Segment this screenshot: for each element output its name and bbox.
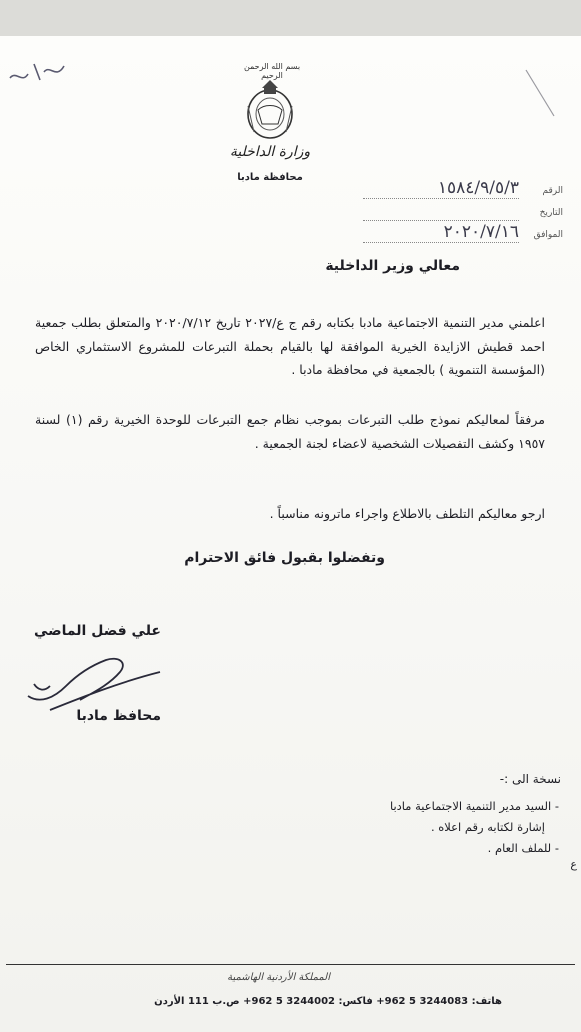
footer-kingdom: المملكة الأردنية الهاشمية [227,972,330,983]
copy-item: - السيد مدير التنمية الاجتماعية مادبا [389,799,559,813]
ref-corresponding-value: ٢٠٢٠/٧/١٦ [443,222,519,242]
letter-page [0,36,581,1032]
copy-item: إشارة لكتابه رقم اعلاه . [430,820,545,834]
ref-date-label: التاريخ [539,208,563,218]
closing: وتفضلوا بقبول فائق الاحترام [184,550,385,566]
coat-of-arms-icon [240,76,300,142]
ref-number-value: ١٥٨٤/٩/٥/٣ [437,178,519,198]
ministry-name: وزارة الداخلية [229,144,311,160]
side-letter: ع [570,858,577,871]
footer-divider [6,964,575,965]
paragraph-1: اعلمني مدير التنمية الاجتماعية مادبا بكتابه رقم ج ع/٢٠٢٧ تاريخ ٢٠٢٠/٧/١٢ والمتعلق بطلب جمعية احمد قطيش الازايدة الخيرية الموافقة لها بالقيام بحملة التبرعات للمشروع الاستثماري الخاص (المؤسسة التنموية ) بالجمعية في محافظة مادبا . [35,315,545,377]
copies-list [219,796,559,859]
pencil-mark [520,64,560,124]
salutation: معالي وزير الداخلية [325,258,460,274]
reference-block [363,178,563,248]
handwritten-note [4,50,74,90]
signatory-title: محافظ مادبا [76,708,161,724]
copies-title: نسخة الى :- [499,772,561,786]
ref-corresponding-label: الموافق [533,230,563,240]
paragraph-3: ارجو معاليكم التلطف بالاطلاع واجراء ماترونه مناسباً . [269,506,545,521]
signature [10,638,170,718]
paragraph-2: مرفقاً لمعاليكم نموذج طلب التبرعات بموجب نظام جمع التبرعات للوحدة الخيرية رقم (١) لسنة ١٩٥٧ وكشف التفصيلات الشخصية لاعضاء لجنة الجمعية . [35,412,545,451]
ref-number-label: الرقم [542,186,563,196]
governorate-name: محافظة مادبا [237,172,303,183]
footer-contacts: هاتف: 3244083 5 962+ فاكس: 3244002 5 962+ ص.ب 111 الأردن [154,996,502,1007]
signatory-name: علي فضل الماضي [33,623,161,639]
copy-item: - للملف العام . [487,841,559,855]
header-top-text: بسم الله الرحمن الرحيم [243,62,301,80]
